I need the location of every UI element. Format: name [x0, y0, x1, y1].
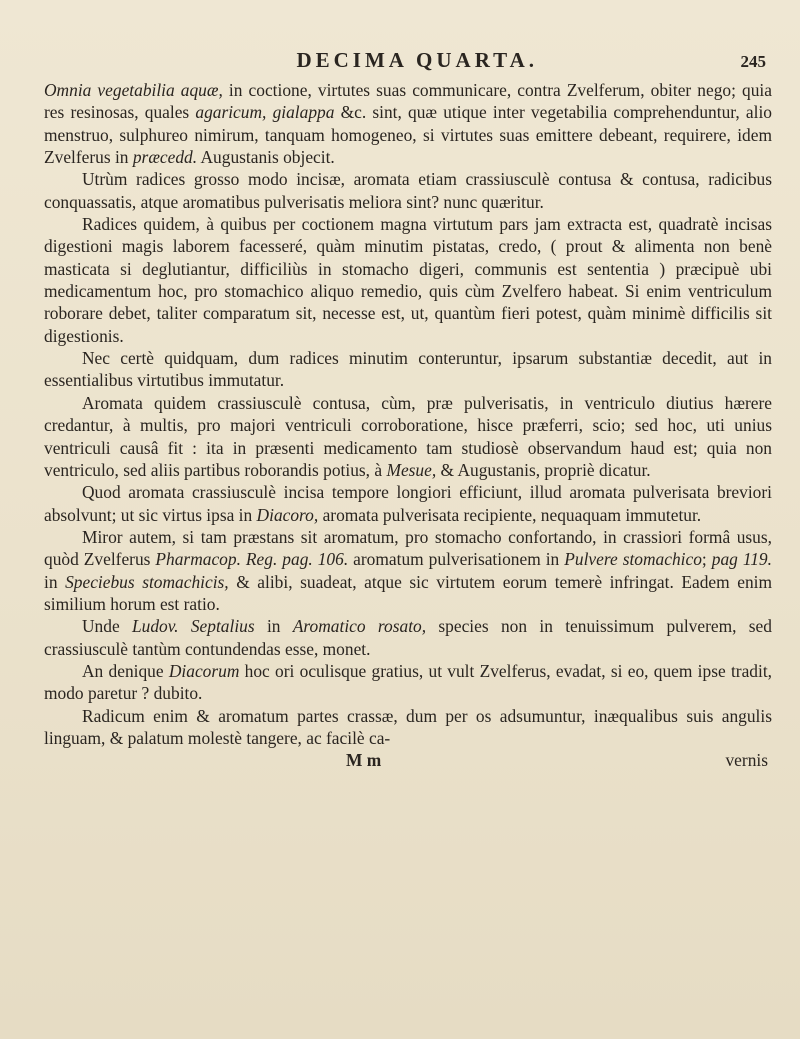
italic-run: Pharmacop. Reg. pag. 106. — [155, 549, 349, 570]
paragraph — [44, 615, 772, 660]
italic-run: Diacorum — [168, 660, 240, 681]
italic-run: pag 119. — [711, 549, 772, 570]
text-run: aromata pulverisata recipiente, nequaquam immutetur. — [318, 504, 702, 525]
italic-run: Diacoro, — [256, 504, 319, 525]
paragraph — [44, 213, 772, 347]
text-run: Radices quidem, à quibus per coctionem magna virtutum pars jam extracta est, quadratè incisas digestioni magis laborem facesseré, quàm minutim pistatas, credo, ( prout & alimenta non benè masticata si deglutiantur, difficiliùs in stomacho digeri, communis est sententia ) præcipuè ubi medicamentum hoc, pro stomachico aliquo remedio, quis cùm Zvelfero habeat. Si enim ventriculum roborare debet, taliter comparatum sit, necesse est, ut, quantùm fieri potest, quàm minimè difficilis sit digestionis. — [44, 214, 772, 346]
italic-run: Omnia vegetabilia aquæ, — [44, 80, 223, 100]
text-run: hoc ori oculisque gratius, ut vult Zvelferus, evadat, si eo, quem ipse tradit, modo paretur ? dubito. — [44, 660, 772, 704]
paragraph — [44, 347, 772, 392]
text-run: species non in tenuissimum pulverem, sed crassiusculè tantùm contundendas esse, monet. — [44, 616, 772, 659]
text-run: Unde — [82, 616, 132, 637]
text-run: Nec certè quidquam, dum radices minutim conteruntur, ipsarum substantiæ decedit, aut in essentialibus virtutibus immutatur. — [44, 348, 772, 391]
paragraph — [44, 481, 772, 526]
paragraph — [44, 705, 772, 750]
text-run: &c. sint, quæ utique inter vegetabilia comprehenduntur, alio menstruo, sulphureo nimirum, tanquam homogeneo, si virtutes suas emittere debeant, requirere, idem Zvelferus in — [44, 102, 772, 168]
text-run: Augustanis objecit. — [197, 147, 335, 168]
page-number: 245 — [740, 52, 766, 71]
italic-run: præcedd. — [132, 147, 198, 168]
text-run: ; — [701, 549, 712, 570]
text-run: Radicum enim & aromatum partes crassæ, dum per os adsumuntur, inæqualibus suis angulis linguam, & palatum molestè tangere, ac facilè ca- — [44, 705, 772, 748]
paragraph — [44, 392, 772, 481]
italic-run: Ludov. Septalius — [132, 616, 255, 637]
text-run: aromatum pulverisationem in — [348, 549, 565, 570]
paragraph — [44, 79, 772, 168]
page-footer — [44, 749, 772, 771]
italic-run: Mesue, — [386, 459, 437, 480]
catchword: vernis — [725, 750, 768, 771]
text-run: & alibi, suadeat, atque sic virtutem eorum temerè infringat. Eadem enim similium horum est ratio. — [44, 571, 772, 614]
italic-run: Pulvere stomachico — [564, 549, 702, 570]
text-run: in — [254, 616, 293, 637]
italic-run: Speciebus stomachicis, — [65, 571, 229, 592]
text-run: in — [44, 571, 66, 592]
text-run: Quod aromata crassiusculè incisa tempore longiori efficiunt, illud aromata pulverisata breviori absolvunt; ut sic virtus ipsa in — [44, 482, 772, 525]
body-text — [44, 79, 772, 749]
text-run: Utrùm radices grosso modo incisæ, aromata etiam crassiusculè contusa & contusa, radicibus conquassatis, atque aromatibus pulverisatis meliora sint? nunc quæritur. — [44, 169, 772, 212]
paragraph — [44, 526, 772, 615]
text-run: Miror autem, si tam præstans sit aromatum, pro stomacho confortando, in crassiori formâ usus, quòd Zvelferus — [44, 526, 772, 570]
text-run: & Augustanis, propriè dicatur. — [436, 459, 651, 480]
signature-mark: M m — [346, 750, 382, 771]
italic-run: Aromatico rosato, — [292, 616, 427, 637]
italic-run: agaricum, gialappa — [195, 102, 335, 123]
text-run: in coctione, virtutes suas communicare, contra Zvelferum, obiter nego; quia res resinosas, quales — [44, 80, 772, 123]
paragraph — [44, 660, 772, 705]
paragraph — [44, 168, 772, 213]
running-title: DECIMA QUARTA. — [296, 48, 539, 72]
page-header — [44, 48, 772, 73]
text-run: Aromata quidem crassiusculè contusa, cùm, præ pulverisatis, in ventriculo diutius hærere credantur, à multis, pro majori ventriculi corroboratione, hisce præferri, scio; sed hoc, uti unius ventriculi causâ fit : ita in præsenti medicamento tam studiosè observandum haud est; quia non ventriculo, sed aliis partibus roborandis potius, à — [44, 392, 772, 480]
text-run: An denique — [82, 660, 169, 681]
